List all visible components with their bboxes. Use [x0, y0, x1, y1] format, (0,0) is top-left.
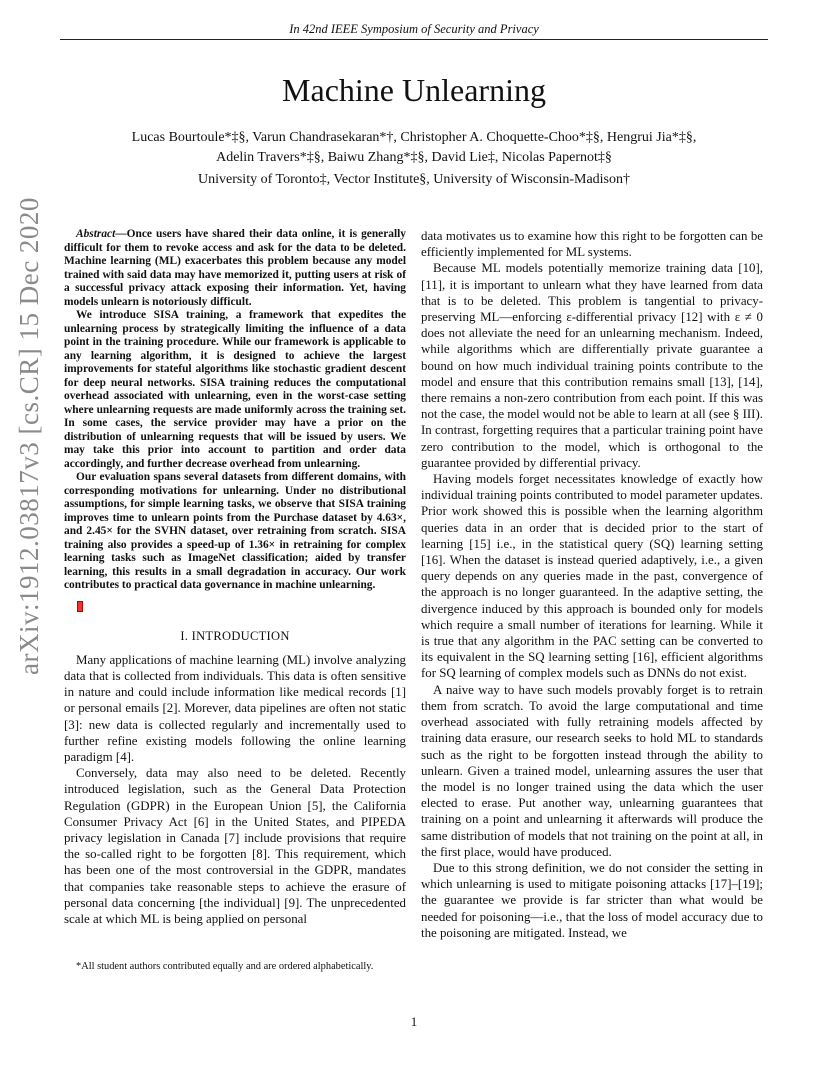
annotation-marker: [77, 601, 83, 612]
paper-title: Machine Unlearning: [282, 72, 546, 108]
intro-paragraph-3: Because ML models potentially memorize training data [10], [11], it is important to unlearn what they have learned from data that is to be deleted. This problem is tangential to privacy-preserving ML—enforcing ε-differential privacy [12] with ε ≠ 0 does not alleviate the need for an unlearning mechanism. Indeed, while algorithms which are differentially private guarantee a bound on how much individual training points contribute to the model and ensure that this contribution remains small [13], [14], there remains a non-zero contribution from each point. If this was not the case, the model would not be able to learn at all (see § III). In contrast, forgetting requires that a particular training point have zero contribution to the model, which is orthogonal to the guarantee provided by differential privacy.: [421, 261, 763, 470]
intro-paragraph-continued: data motivates us to examine how this right to be forgotten can be efficiently implemented for ML systems.: [421, 229, 763, 260]
footnote: *All student authors contributed equally and are ordered alphabetically.: [76, 961, 374, 972]
arxiv-identifier: arXiv:1912.03817v3 [cs.CR] 15 Dec 2020: [14, 197, 44, 675]
running-header: In 42nd IEEE Symposium of Security and Privacy: [60, 22, 768, 40]
intro-paragraph-6: Due to this strong definition, we do not consider the setting in which unlearning is used to mitigate poisoning attacks [17]–[19]; the guarantee we provide is far stricter than what would be needed for poisoning—i.e., that the loss of model accuracy due to the poisoning are mitigated. Instead, we: [421, 860, 763, 940]
page-number: 1: [410, 1014, 418, 1029]
introduction-body-left: [64, 652, 406, 927]
authors-line-1: Lucas Bourtoule*‡§, Varun Chandrasekaran*†, Christopher A. Choquette-Choo*‡§, Hengrui Jia*‡§,: [131, 130, 697, 145]
author-list: [60, 128, 768, 168]
right-column: [421, 228, 763, 941]
abstract-paragraph-3: Our evaluation spans several datasets from different domains, with corresponding motivations for unlearning. Under no distributional assumptions, for simple learning tasks, we observe that SISA training improves time to unlearn points from the Purchase dataset by 4.63×, and 2.45× for the SVHN dataset, over retraining from scratch. SISA training also provides a speed-up of 1.36× in retraining for complex learning tasks such as ImageNet classification; aided by transfer learning, this results in a small degradation in accuracy. Our work contributes to practical data governance in machine unlearning.: [64, 471, 406, 591]
intro-paragraph-5: A naive way to have such models provably forget is to retrain them from scratch. To avoid the large computational and time overhead associated with fully retraining models affected by training data erasure, our research seeks to hold ML to standards such as the right to be forgotten instead through the ability to unlearn. Given a trained model, unlearning assures the user that the model is no longer trained using the data which the user elected to erase. Put another way, unlearning guarantees that training on a point and unlearning it afterwards will produce the same distribution of models that not training on the point at all, in the first place, would have produced.: [421, 682, 763, 859]
left-column: [64, 228, 406, 927]
section-heading-introduction: I. INTRODUCTION: [180, 628, 290, 643]
intro-paragraph-1: Many applications of machine learning (ML) involve analyzing data that is collected from individuals. This data is often sensitive in nature and could include information like medical records [1] or personal emails [2]. Morever, data pipelines are often not static [3]: new data is collected regularly and incrementally used to further refine existing models following the online learning paradigm [4].: [64, 652, 406, 764]
abstract: [64, 228, 406, 593]
introduction-body-right: [421, 228, 763, 941]
abstract-paragraph-1: Abstract—Once users have shared their data online, it is generally difficult for them to revoke access and ask for the data to be deleted. Machine learning (ML) exacerbates this problem because any model trained with said data may have memorized it, putting users at risk of a successful privacy attack exposing their information. Yet, having models unlearn is notoriously difficult.: [64, 228, 406, 308]
abstract-paragraph-2: We introduce SISA training, a framework that expedites the unlearning process by strategically limiting the influence of a data point in the training procedure. While our framework is applicable to any learning algorithm, it is designed to achieve the largest improvements for stateful algorithms like stochastic gradient descent for deep neural networks. SISA training reduces the computational overhead associated with unlearning, even in the worst-case setting where unlearning requests are made uniformly across the training set. In some cases, the service provider may have a prior on the distribution of unlearning requests that will be issued by users. We may take this prior into account to partition and order data accordingly, and further decrease overhead from unlearning.: [64, 309, 406, 470]
affiliations: University of Toronto‡, Vector Institute§, University of Wisconsin-Madison†: [197, 172, 631, 187]
abstract-label: Abstract: [76, 228, 116, 240]
authors-line-2: Adelin Travers*‡§, Baiwu Zhang*‡§, David Lie‡, Nicolas Papernot‡§: [216, 150, 612, 165]
intro-paragraph-4: Having models forget necessitates knowledge of exactly how individual training points contributed to model parameter updates. Prior work showed this is possible when the learning algorithm queries data in an order that is decided prior to the start of learning [15] i.e., in the statistical query (SQ) learning setting [16]. When the dataset is instead queried adaptively, i.e., a given query depends on any queries made in the past, convergence of the approach is no longer guaranteed. In the adaptive setting, the divergence induced by this approach is bounded only for models which require a small number of iterations for learning. While it is true that any algorithm in the PAC setting can be converted to its equivalent in the SQ learning setting [16], efficient algorithms for SQ learning of complex models such as DNNs do not exist.: [421, 472, 763, 681]
intro-paragraph-2: Conversely, data may also need to be deleted. Recently introduced legislation, such as the General Data Protection Regulation (GDPR) in the European Union [5], the California Consumer Privacy Act [6] in the United States, and PIPEDA privacy legislation in Canada [7] include provisions that require the so-called right to be forgotten [8]. This requirement, which has been one of the most controversial in the GDPR, mandates that companies take reasonable steps to achieve the erasure of personal data concerning [the individual] [9]. The unprecedented scale at which ML is being applied on personal: [64, 766, 406, 926]
